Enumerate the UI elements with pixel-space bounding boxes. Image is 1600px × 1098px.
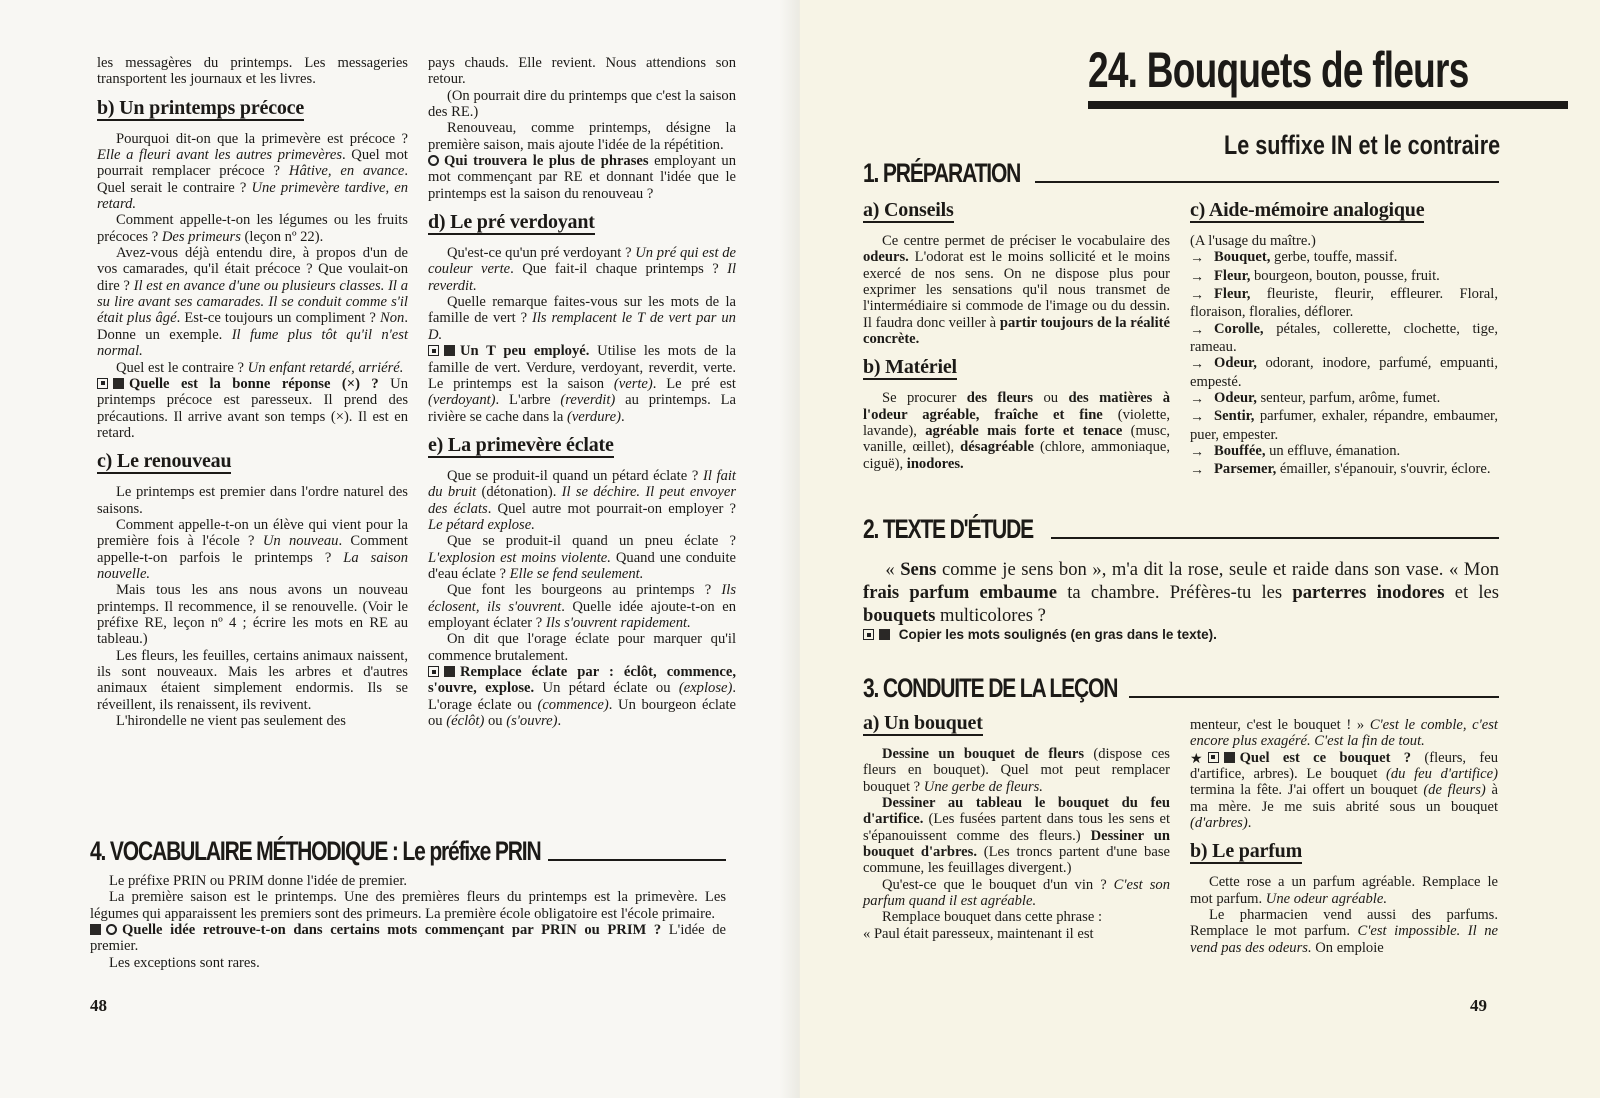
italic-text: Elle se fend seulement.: [509, 565, 644, 582]
arrow-right-icon: →: [1190, 288, 1204, 304]
italic-text: (commence): [537, 696, 609, 713]
bold-text: Dessiner au tableau le bouquet du feu d'artifice.: [863, 795, 1170, 828]
text: les messagères du printemps. Les messageries transportent les journaux et les livres.: [97, 55, 408, 88]
arrow-right-icon: →: [1190, 322, 1204, 338]
paragraph: [428, 468, 736, 533]
text: Utilise les mots de la famille de vert. Verdure, verdoyant, reverdit, verte. Le printemps est la saison: [428, 343, 737, 392]
bold-text: Fleur,: [1214, 267, 1251, 284]
bold-text: Dessine un bouquet de fleurs: [881, 746, 1084, 762]
arrow-right-icon: →: [1190, 269, 1204, 285]
text: (musc, vanille, œillet),: [863, 423, 1170, 456]
paragraph: [90, 873, 726, 889]
text: . Un bourgeon éclate ou: [428, 696, 736, 730]
text: . Est-ce toujours un compliment ?: [176, 310, 381, 327]
text: Le préfixe PRIN ou PRIM donne l'idée de premier.: [108, 873, 408, 889]
text: pétales, collerette, clochette, tige, rameau.: [1190, 320, 1498, 356]
text: (chlore, ammoniaque, ciguë),: [863, 439, 1171, 472]
section-title: 3. CONDUITE DE LA LEÇON: [863, 673, 1118, 703]
text: Que se produit-il quand un pneu éclate ?: [446, 533, 736, 550]
text: (dispose ces fleurs en bouquet). Quel mot peut remplacer bouquet ?: [863, 746, 1170, 795]
left-column-2: [428, 55, 736, 729]
text: Qu'est-ce qu'un pré verdoyant ?: [446, 245, 636, 262]
bold-text: Un T peu employé.: [460, 343, 590, 360]
preparation-column-2: [1190, 190, 1498, 480]
text: comme je sens bon », m'a dit la rose, seule et raide dans son vase. « Mon: [936, 559, 1499, 580]
paragraph: [428, 533, 736, 582]
paragraph: [1190, 233, 1498, 249]
study-quote: [863, 558, 1499, 627]
text: et les: [1444, 582, 1499, 603]
italic-text: Elle a fleuri avant les autres primevères: [97, 147, 343, 164]
text: L'hirondelle ne vient pas seulement des: [115, 713, 346, 730]
heading-rule: [548, 859, 726, 861]
bold-text: inodores.: [906, 455, 964, 472]
section-title: 1. PRÉPARATION: [863, 158, 1021, 188]
text: On dit que l'orage éclate pour marquer qu'il commence brutalement.: [428, 631, 736, 664]
paragraph: [863, 877, 1170, 910]
text: Qu'est-ce que le bouquet d'un vin ?: [881, 876, 1114, 893]
italic-text: Une odeur agréable.: [1265, 890, 1387, 907]
paragraph: [1190, 874, 1498, 907]
text: Le pharmacien vend aussi des parfums. Remplace le mot parfum.: [1190, 907, 1498, 940]
bold-text: des matières à l'odeur agréable, fraîche et fine: [863, 390, 1170, 423]
text: Remplace bouquet dans cette phrase :: [881, 909, 1103, 926]
text: « Paul était paresseux, maintenant il est: [863, 925, 1094, 942]
text: On emploie: [1311, 939, 1384, 956]
bold-text: Remplace éclate par : éclôt, commence, s'ouvre, explose.: [428, 664, 736, 697]
filled-square-icon: [90, 924, 101, 935]
text: L'odorat est le moins sollicité et le moins exercé de nos sens. On ne dispose plus pour exprimer les sensations qu'il nous transmet de l'intermédiaire si commode de l'image ou du dessin. Il faudra donc veiller à: [863, 249, 1170, 331]
text: .: [1247, 815, 1252, 832]
text: Comment appelle-t-on les légumes ou les fruits précoces ?: [97, 212, 408, 245]
section-1-heading: [863, 158, 1499, 188]
text: (fleurs, feu d'artifice, arbres). Le bouquet: [1190, 749, 1498, 783]
italic-text: Un pré qui est de couleur verte: [428, 245, 736, 278]
text: La première saison est le printemps. Une des premières fleurs du printemps est la primevère. Les légumes qui apparaissent les premiers sont des primeurs. La première école obligatoire est l'école primaire.: [90, 889, 726, 922]
paragraph: [97, 582, 408, 647]
italic-text: Un enfant retardé, arriéré.: [247, 359, 404, 376]
italic-text: Ils remplacent le T de vert par un D.: [428, 310, 736, 343]
list-item: [1190, 268, 1498, 286]
exercise: [90, 922, 726, 955]
italic-text: Une gerbe de fleurs.: [923, 778, 1043, 795]
text: Pourquoi dit-on que la primevère est précoce ?: [115, 130, 408, 147]
text: Comment appelle-t-on un élève qui vient pour la première fois à l'école ?: [97, 516, 408, 550]
italic-text: Une primevère tardive, en retard.: [97, 179, 408, 213]
section-3-heading: [863, 673, 1499, 703]
italic-text: Il est en avance d'une ou plusieurs classes. Il a su lire avant ses camarades. Il se conduit comme s'il était plus âgé: [97, 277, 408, 327]
paragraph: [90, 889, 726, 922]
bold-text: Odeur,: [1214, 355, 1257, 372]
bold-text: parterres inodores: [1292, 582, 1445, 603]
bold-text: Bouffée,: [1214, 443, 1266, 460]
subsection-heading: d) Le pré verdoyant: [428, 211, 595, 234]
text: (A l'usage du maître.): [1190, 233, 1316, 249]
exercise: [428, 153, 736, 202]
text: ou: [1033, 390, 1069, 407]
boxed-square-icon: [863, 629, 874, 640]
bold-text: Corolle,: [1214, 320, 1264, 337]
italic-text: (de fleurs): [1423, 782, 1486, 799]
paragraph: [97, 713, 408, 729]
preparation-column-1: [863, 190, 1170, 472]
italic-text: (du feu d'artifice): [1386, 766, 1498, 783]
text: Que font les bourgeons au printemps ?: [446, 582, 722, 599]
text: Ce centre permet de préciser le vocabulaire des: [881, 233, 1170, 249]
arrow-right-icon: →: [1190, 251, 1204, 267]
text: senteur, parfum, arôme, fumet.: [1256, 390, 1441, 407]
text: Mais tous les ans nous avons un nouveau printemps. Il recommence, il se renouvelle. (Voir le préfixe RE, leçon nº 4 ; écrire les mots en RE au tableau.): [97, 582, 408, 648]
subsection-heading: b) Un printemps précoce: [97, 96, 305, 119]
bold-text: partir toujours de la réalité concrète.: [863, 314, 1171, 348]
exercise: [428, 343, 736, 425]
paragraph: [97, 484, 408, 517]
list-item: [1190, 249, 1498, 267]
paragraph: [863, 746, 1170, 795]
bold-text: Sentir,: [1214, 408, 1255, 425]
italic-text: (reverdit): [560, 392, 616, 409]
bold-text: Qui trouvera le plus de phrases: [444, 153, 649, 170]
italic-text: L'explosion est moins violente.: [428, 549, 611, 566]
paragraph: [863, 390, 1170, 472]
list-item: [1190, 286, 1498, 321]
text: (Les fusées partent dans tous les sens et s'épanouissent comme des fleurs.): [863, 811, 1170, 844]
exercise: [97, 376, 408, 441]
text: termina la fête. J'ai offert un bouquet: [1190, 782, 1424, 799]
subsection-heading: a) Un bouquet: [863, 712, 983, 734]
study-text: [863, 558, 1499, 643]
lesson-title: 24. Bouquets de fleurs: [1088, 42, 1469, 98]
italic-text: Il se déchire. Il peut envoyer des éclats: [428, 484, 737, 517]
list-item: [1190, 461, 1498, 479]
subsection-heading: e) La primevère éclate: [428, 433, 614, 456]
exercise-text: Copier les mots soulignés (en gras dans le texte).: [898, 627, 1217, 642]
text: Le printemps est premier dans l'ordre naturel des saisons.: [97, 484, 408, 517]
paragraph: [863, 795, 1170, 877]
text: Renouveau, comme printemps, désigne la première saison, mais ajoute l'idée de la répétition.: [428, 120, 736, 153]
italic-text: (s'ouvre): [506, 713, 558, 730]
bold-text: Quel est ce bouquet ?: [1239, 749, 1412, 766]
italic-text: (verte): [613, 375, 653, 392]
paragraph: [97, 648, 408, 713]
paragraph: [1190, 717, 1498, 750]
text: Avez-vous déjà entendu dire, à propos d'un de vos camarades, qu'il était précoce ? Que voulait-on dire ?: [97, 245, 408, 294]
text: . Le pré est: [652, 375, 736, 392]
italic-text: (éclôt): [446, 713, 485, 730]
text: Un printemps précoce est paresseux. Il prend des précautions. Il arrive avant son temps (×). Il est en retard.: [97, 375, 408, 441]
paragraph: [863, 926, 1170, 942]
filled-square-icon: [444, 666, 455, 677]
italic-text: Ils s'ouvrent rapidement.: [545, 614, 691, 631]
boxed-square-icon: [428, 666, 439, 677]
bold-text: bouquets: [863, 605, 936, 626]
text: (On pourrait dire du printemps que c'est la saison des RE.): [428, 87, 736, 121]
heading-rule: [1035, 181, 1499, 183]
text: Les fleurs, les feuilles, certains animaux naissent, ils sont nouveaux. Mais les arbres et d'autres animaux étaient simplement endormis. Ils se réveillent, ils renaissent, ils revivent.: [97, 647, 408, 713]
study-exercise: [863, 627, 1499, 643]
arrow-right-icon: →: [1190, 392, 1204, 408]
text: (leçon nº 22).: [240, 228, 324, 245]
exercise: [428, 664, 736, 729]
paragraph: [97, 55, 408, 88]
subsection-heading: c) Aide-mémoire analogique: [1190, 199, 1425, 221]
text: «: [885, 559, 901, 580]
text: . Comment appelle-t-on parfois le printemps ?: [97, 533, 408, 566]
text: gerbe, touffe, massif.: [1270, 249, 1398, 266]
bold-text: Quelle est la bonne réponse (×) ?: [129, 375, 379, 392]
bold-text: Fleur,: [1214, 286, 1251, 303]
filled-square-icon: [1224, 752, 1235, 763]
paragraph: [863, 909, 1170, 925]
text: Un pétard éclate ou: [534, 680, 679, 697]
list-item: [1190, 321, 1498, 356]
text: .: [557, 713, 562, 730]
subsection-heading: b) Matériel: [863, 356, 957, 379]
section-title: 2. TEXTE D'ÉTUDE: [863, 514, 1034, 544]
paragraph: [863, 233, 1170, 347]
page-number: 49: [1470, 996, 1487, 1015]
text: à ma mère. Je me suis abrité sous un bouquet: [1190, 782, 1498, 815]
bold-text: odeurs.: [863, 249, 909, 266]
list-item: [1190, 355, 1498, 390]
italic-text: Hâtive, en avance: [288, 163, 405, 180]
boxed-square-icon: [97, 378, 108, 389]
bold-text: agréable mais forte et tenace: [925, 423, 1123, 440]
paragraph: [428, 245, 736, 294]
text: ou: [484, 713, 507, 730]
section-title: 4. VOCABULAIRE MÉTHODIQUE : Le préfixe PRIN: [90, 836, 541, 866]
arrow-right-icon: →: [1190, 410, 1204, 426]
italic-text: Le pétard explose.: [428, 516, 535, 533]
left-column-1: [97, 55, 408, 729]
italic-text: Il reverdit.: [428, 261, 737, 294]
paragraph: [1190, 907, 1498, 956]
boxed-square-icon: [1208, 752, 1219, 763]
paragraph: [97, 517, 408, 582]
text: au printemps. La rivière se cache dans la: [428, 392, 736, 425]
bold-text: Parsemer,: [1214, 461, 1277, 478]
italic-text: Un nouveau: [262, 533, 339, 550]
text: . Quel serait le contraire ?: [97, 163, 408, 196]
arrow-right-icon: →: [1190, 463, 1204, 479]
italic-text: La saison nouvelle.: [97, 549, 408, 582]
page-number: 48: [90, 996, 107, 1015]
section-2-heading: [863, 514, 1499, 544]
bold-text: Dessiner un bouquet d'arbres.: [863, 827, 1170, 861]
paragraph: [428, 55, 736, 88]
exercise: [1190, 750, 1498, 832]
paragraph: [428, 120, 736, 153]
text: multicolores ?: [935, 605, 1046, 626]
arrow-right-icon: →: [1190, 445, 1204, 461]
paragraph: [97, 245, 408, 359]
lesson-column-2: [1190, 717, 1498, 956]
text: fleuriste, fleurir, effleurer. Floral, floraison, floralies, déflorer.: [1190, 286, 1498, 321]
italic-text: C'est le comble, c'est encore plus exagéré. C'est la fin de tout.: [1190, 717, 1498, 750]
italic-text: Il fume plus tôt qu'il n'est normal.: [97, 326, 408, 360]
list-item: [1190, 443, 1498, 461]
italic-text: (explose): [678, 680, 733, 697]
text: ta chambre. Préfères-tu les: [1056, 582, 1293, 603]
italic-text: (verdure): [566, 408, 621, 425]
list-item: [1190, 408, 1498, 443]
paragraph: [428, 294, 736, 343]
lesson-subtitle: Le suffixe IN et le contraire: [1223, 130, 1500, 160]
text: Les exceptions sont rares.: [108, 954, 260, 971]
text: pays chauds. Elle revient. Nous attendions son retour.: [428, 55, 736, 88]
title-bar: [1088, 101, 1568, 109]
text: odorant, inodore, parfumé, empuanti, empesté.: [1190, 355, 1498, 390]
bold-text: des fleurs: [966, 390, 1034, 407]
lesson-column-1: [863, 703, 1170, 942]
text: Se procurer: [881, 390, 967, 407]
italic-text: Il fait du bruit: [428, 467, 736, 501]
bold-text: désagréable: [960, 439, 1034, 456]
italic-text: C'est impossible. Il ne vend pas des odeurs.: [1190, 923, 1499, 956]
paragraph: [97, 212, 408, 245]
bold-text: Sens: [900, 559, 937, 580]
list-item: [1190, 390, 1498, 408]
italic-text: Non: [380, 310, 405, 327]
boxed-square-icon: [428, 345, 439, 356]
paragraph: [428, 582, 736, 631]
text: bourgeon, bouton, pousse, fruit.: [1250, 267, 1440, 284]
text: . L'arbre: [495, 392, 561, 409]
text: menteur, c'est le bouquet ! »: [1190, 717, 1370, 733]
text: . Quel mot pourrait remplacer précoce ?: [97, 147, 408, 180]
paragraph: [428, 631, 736, 664]
text: Quel est le contraire ?: [115, 359, 248, 376]
filled-square-icon: [879, 629, 890, 640]
section-4-body: [90, 873, 726, 971]
text: (violette, lavande),: [863, 406, 1170, 440]
text: Cette rose a un parfum agréable. Remplace le mot parfum.: [1190, 874, 1498, 907]
text: un effluve, émanation.: [1265, 443, 1401, 460]
text: Quelle remarque faites-vous sur les mots de la famille de vert ?: [428, 294, 736, 327]
italic-text: (d'arbres): [1190, 815, 1248, 832]
bold-text: frais parfum embaume: [863, 582, 1057, 603]
italic-text: Des primeurs: [161, 228, 241, 245]
subsection-heading: b) Le parfum: [1190, 840, 1303, 863]
filled-square-icon: [444, 345, 455, 356]
bold-text: Odeur,: [1214, 390, 1257, 407]
paragraph: [428, 88, 736, 121]
section-4-heading: [90, 836, 726, 866]
paragraph: [90, 955, 726, 971]
italic-text: Ils éclosent, ils s'ouvrent: [428, 582, 736, 615]
text: employant un mot commençant par RE et donnant l'idée que le printemps est la saison du renouveau ?: [428, 153, 736, 202]
italic-text: C'est son parfum quand il est agréable.: [863, 876, 1171, 910]
bold-text: Bouquet,: [1214, 249, 1271, 266]
arrow-right-icon: →: [1190, 357, 1204, 373]
filled-square-icon: [113, 378, 124, 389]
text: Quand une conduite d'eau éclate ?: [428, 549, 736, 582]
subsection-heading: a) Conseils: [863, 199, 954, 221]
text: émailler, s'épanouir, s'ouvrir, éclore.: [1276, 461, 1491, 478]
bold-text: Quelle idée retrouve-t-on dans certains mots commençant par PRIN ou PRIM ?: [122, 922, 662, 939]
circle-icon: [428, 155, 439, 166]
heading-rule: [1051, 537, 1499, 539]
text: . Quel autre mot pourrait-on employer ?: [487, 500, 736, 517]
italic-text: (verdoyant): [428, 392, 496, 409]
text: . Que fait-il chaque printemps ?: [510, 261, 728, 278]
text: . L'orage éclate ou: [428, 680, 736, 713]
text: . Quelle idée ajoute-t-on en employant éclater ?: [428, 598, 737, 631]
text: .: [621, 408, 625, 425]
paragraph: [97, 131, 408, 213]
circle-icon: [106, 924, 117, 935]
text: (Les troncs partent d'une base commune, les feuillages divergent.): [863, 844, 1170, 877]
text: L'idée de premier.: [90, 922, 726, 955]
text: (détonation).: [476, 484, 562, 501]
paragraph: [97, 360, 408, 376]
subsection-heading: c) Le renouveau: [97, 450, 232, 473]
star-icon: ★: [1190, 751, 1203, 767]
heading-rule: [1129, 696, 1499, 698]
text: Que se produit-il quand un pétard éclate ?: [446, 467, 703, 484]
text: parfumer, exhaler, répandre, embaumer, puer, empester.: [1190, 408, 1498, 443]
text: . Donne un exemple.: [97, 310, 408, 343]
